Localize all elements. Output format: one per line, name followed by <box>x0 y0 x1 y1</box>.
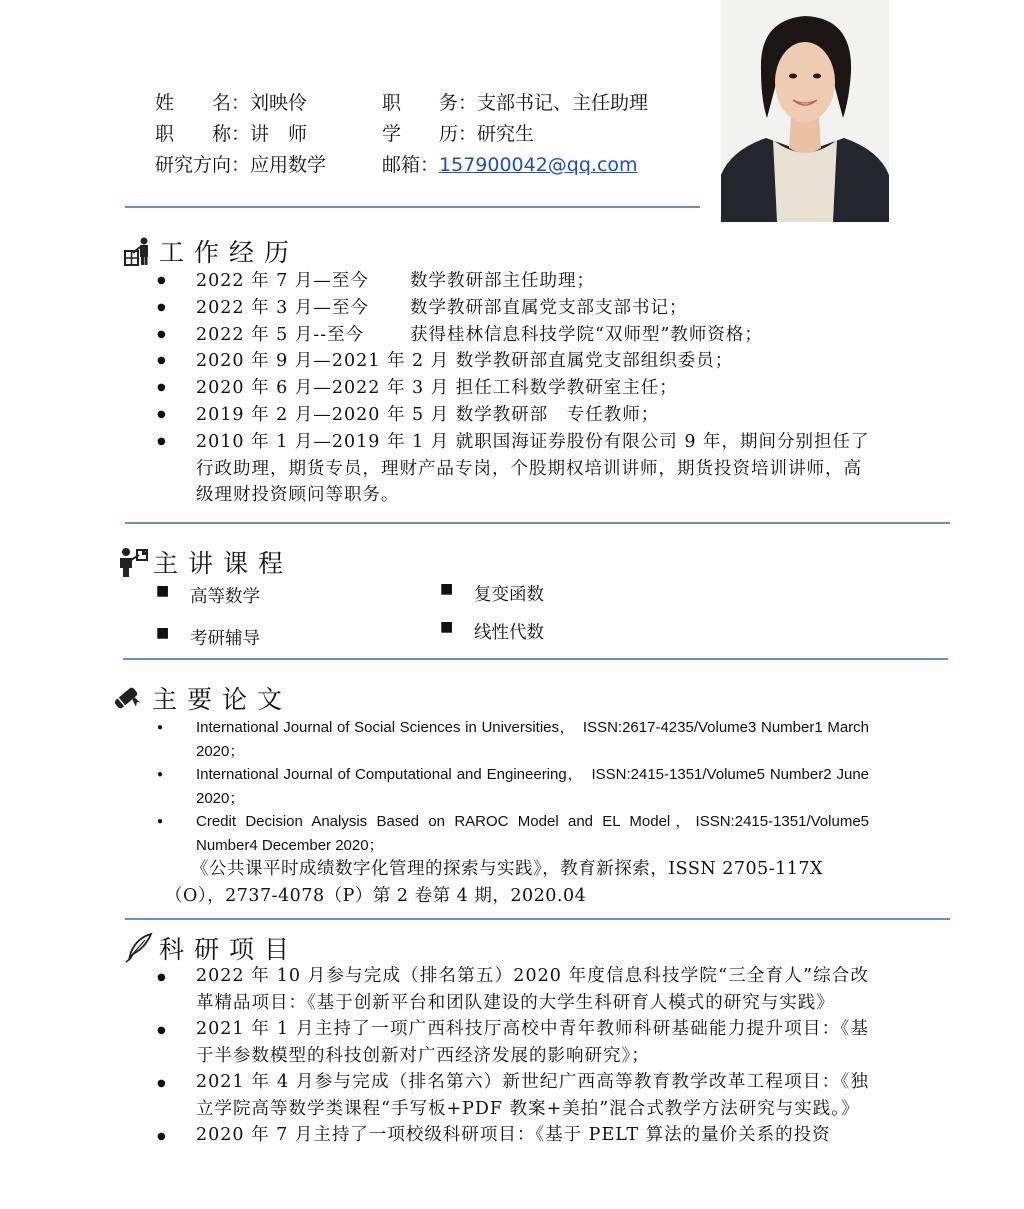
work-text: 数学教研部主任助理； <box>410 271 595 291</box>
email-link[interactable]: 157900042@qq.com <box>439 154 638 176</box>
paper-extra <box>165 856 875 909</box>
quill-pen-icon <box>123 932 155 964</box>
work-text: 获得桂林信息科技学院“双师型”教师资格； <box>410 324 763 345</box>
presenter-icon <box>117 546 149 578</box>
research-label: 研究方向： <box>155 154 251 176</box>
divider-courses <box>123 658 948 660</box>
diploma-icon <box>110 682 142 714</box>
course-item: ■ 高等数学 <box>190 583 260 608</box>
section-papers-title: 主要论文 <box>152 685 293 714</box>
portrait-photo <box>721 0 889 222</box>
divider-work <box>125 522 950 524</box>
position-label: 职 务： <box>382 92 478 114</box>
work-text: 数学教研部直属党支部组织委员； <box>455 351 734 372</box>
course-item: ■ 复变函数 <box>474 581 544 606</box>
title-row <box>155 119 307 150</box>
work-item <box>157 295 871 322</box>
work-text: 就职国海证券股份有限公司 9 年，期间分别担任了行政助理，期货专员，理财产品专岗，个股期权培训讲师，期货投资培训讲师，高级理财投资顾问等职务。 <box>196 431 870 506</box>
title-value: 讲 师 <box>250 123 308 145</box>
section-courses-title: 主讲课程 <box>153 549 294 578</box>
portrait-illustration <box>721 0 889 222</box>
section-courses-heading <box>117 544 293 580</box>
work-item <box>157 402 871 429</box>
paper-item: ● International Journal of Computational and Engineering， ISSN:2415-1351/Volume5 Number2 June 2020； <box>157 763 869 810</box>
work-date: 2022 年 7 月—至今 <box>196 271 369 291</box>
section-projects-title: 科研项目 <box>159 935 300 964</box>
work-item <box>157 348 871 375</box>
section-papers-heading <box>110 680 292 716</box>
paper-extra-text: 《公共课平时成绩数字化管理的探索与实践》，教育新探索，ISSN 2705-117X（O），2737-4078（P）第 2 卷第 4 期，2020.04 <box>165 859 824 906</box>
email-row <box>382 150 638 181</box>
email-label: 邮箱： <box>382 154 440 176</box>
work-item <box>157 375 871 402</box>
title-label: 职 称： <box>155 123 251 145</box>
education-label: 学 历： <box>382 123 478 145</box>
work-item <box>157 268 871 295</box>
divider-papers <box>125 918 950 920</box>
research-value: 应用数学 <box>250 154 327 176</box>
work-item <box>157 322 871 349</box>
work-text: 数学教研部 专任教师； <box>455 404 660 425</box>
work-text: 担任工科数学教研室主任； <box>455 378 678 399</box>
course-item: ■ 线性代数 <box>474 619 544 644</box>
name-value: 刘映伶 <box>250 92 308 114</box>
project-list <box>157 963 869 1149</box>
section-work-heading <box>123 233 299 269</box>
education-value: 研究生 <box>477 123 535 145</box>
name-row <box>155 88 307 119</box>
work-date: 2010 年 1 月—2019 年 1 月 <box>196 431 450 452</box>
work-list <box>157 268 871 509</box>
work-date: 2020 年 9 月—2021 年 2 月 <box>196 351 450 372</box>
section-work-title: 工作经历 <box>159 238 300 267</box>
project-item: ● 2021 年 4 月参与完成（排名第六）新世纪广西高等教育教学改革工程项目：《独立学院高等数学类课程“手写板+PDF 教案+美拍”混合式教学方法研究与实践。》 <box>157 1069 869 1122</box>
work-date: 2020 年 6 月—2022 年 3 月 <box>196 378 450 399</box>
teacher-board-icon <box>123 235 155 267</box>
paper-item: ● Credit Decision Analysis Based on RAROC Model and EL Model，ISSN:2415-1351/Volume5 Number4 December 2020； <box>157 810 869 857</box>
paper-list <box>157 716 869 857</box>
research-row <box>155 150 326 181</box>
work-date: 2019 年 2 月—2020 年 5 月 <box>196 404 450 425</box>
project-item: ● 2022 年 10 月参与完成（排名第五）2020 年度信息科技学院“三全育人”综合改革精品项目：《基于创新平台和团队建设的大学生科研育人模式的研究与实践》 <box>157 963 869 1016</box>
divider-header <box>125 206 700 208</box>
project-item: ● 2021 年 1 月主持了一项广西科技厅高校中青年教师科研基础能力提升项目：《基于半参数模型的科技创新对广西经济发展的影响研究》； <box>157 1016 869 1069</box>
work-date: 2022 年 5 月--至今 <box>196 324 365 345</box>
position-row <box>382 88 648 119</box>
work-date: 2022 年 3 月—至今 <box>196 297 369 318</box>
education-row <box>382 119 534 150</box>
position-value: 支部书记、主任助理 <box>477 92 649 114</box>
name-label: 姓 名： <box>155 92 251 114</box>
work-text: 数学教研部直属党支部支部书记； <box>410 297 688 318</box>
project-item: ● 2020 年 7 月主持了一项校级科研项目：《基于 PELT 算法的量价关系的投资 <box>157 1122 869 1149</box>
paper-item: ● International Journal of Social Sciences in Universities， ISSN:2617-4235/Volume3 Number1 March 2020； <box>157 716 869 763</box>
work-item <box>157 429 871 509</box>
section-projects-heading <box>123 930 299 966</box>
course-item: ■ 考研辅导 <box>190 625 260 650</box>
